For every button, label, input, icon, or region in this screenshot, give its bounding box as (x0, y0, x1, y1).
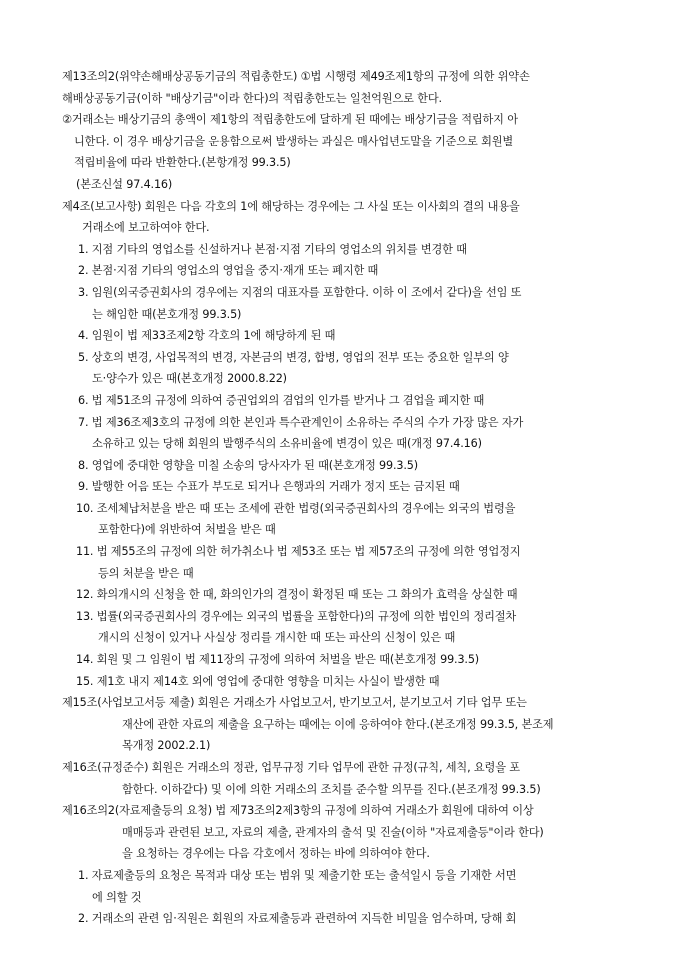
article-16-heading: 제16조(규정준수) 회원은 거래소의 정관, 업무규정 기타 업무에 관한 규정(규칙, 세칙, 요령을 포 (62, 761, 520, 774)
text-line: 을 요청하는 경우에는 다음 각호에서 정하는 바에 의하여야 한다. (122, 847, 430, 861)
list-item: 1. 자료제출등의 요청은 목적과 대상 또는 범위 및 제출기한 또는 출석일시 등을 기재한 서면 (78, 868, 517, 882)
list-item: 6. 법 제51조의 규정에 의하여 증권업외의 겸업의 인가를 받거나 그 겸업을 폐지한 때 (78, 393, 485, 407)
text-line: ②거래소는 배상기금의 총액이 제1항의 적립총한도에 달하게 된 때에는 배상기금을 적립하지 아 (62, 113, 518, 127)
list-item-cont: 소유하고 있는 당해 회원의 발행주식의 소유비율에 변경이 있은 때(개정 97.4.16) (92, 437, 482, 451)
list-item: 13. 법률(외국증권회사의 경우에는 외국의 법률을 포함한다)의 규정에 의한 법인의 정리절차 (76, 609, 517, 623)
list-item: 14. 회원 및 그 임원이 법 제11장의 규정에 의하여 처벌을 받은 때(본호개정 99.3.5) (76, 653, 480, 667)
text-line: 함한다. 이하같다) 및 이에 의한 거래소의 조치를 준수할 의무를 진다.(본조개정 99.3.5) (122, 782, 541, 796)
article-16-2-heading: 제16조의2(자료제출등의 요청) 법 제73조의2제3항의 규정에 의하여 거래소가 회원에 대하여 이상 (62, 804, 534, 818)
article-15-heading: 제15조(사업보고서등 제출) 회원은 거래소가 사업보고서, 반기보고서, 분기보고서 기타 업무 또는 (62, 696, 527, 710)
list-item: 7. 법 제36조제3호의 규정에 의한 본인과 특수관계인이 소유하는 주식의 수가 가장 많은 자가 (78, 415, 524, 429)
text-line: 해배상공동기금(이하 "배상기금"이라 한다)의 적립총한도는 일천억원으로 한다. (62, 91, 442, 105)
list-item: 3. 임원(외국증권회사의 경우에는 지점의 대표자를 포함한다. 이하 이 조에서 같다)을 선임 또 (78, 285, 522, 299)
list-item-cont: 는 해임한 때(본호개정 99.3.5) (92, 307, 242, 321)
list-item-cont: 등의 처분을 받은 때 (98, 566, 194, 580)
text-line: 매매등과 관련된 보고, 자료의 제출, 관계자의 출석 및 진술(이하 "자료제출등"이라 한다) (122, 825, 544, 839)
list-item-cont: 포함한다)에 위반하여 처벌을 받은 때 (98, 523, 276, 537)
list-item: 10. 조세체납처분을 받은 때 또는 조세에 관한 법령(외국증권회사의 경우에는 외국의 법령을 (76, 501, 516, 515)
text-line: 거래소에 보고하여야 한다. (82, 221, 210, 235)
text-line: 적립비율에 따라 반환한다.(본항개정 99.3.5) (74, 156, 291, 170)
list-item-cont: 에 의할 것 (92, 890, 142, 904)
list-item: 4. 임원이 법 제33조제2항 각호의 1에 해당하게 된 때 (78, 329, 336, 343)
list-item: 15. 제1호 내지 제14호 외에 영업에 중대한 영향을 미치는 사실이 발생한 때 (76, 674, 440, 688)
article-14-heading: 제4조(보고사항) 회원은 다음 각호의 1에 해당하는 경우에는 그 사실 또는 이사회의 결의 내용을 (62, 199, 520, 213)
regulation-text (62, 66, 622, 930)
list-item-cont: 도·양수가 있은 때(본호개정 2000.8.22) (92, 372, 287, 386)
article-13-2-heading: 제13조의2(위약손해배상공동기금의 적립총한도) ①법 시행령 제49조제1항의 규정에 의한 위약손 (62, 70, 530, 83)
text-line: 니한다. 이 경우 배상기금을 운용함으로써 발생하는 과실은 매사업년도말을 기준으로 회원별 (74, 134, 514, 148)
list-item: 11. 법 제55조의 규정에 의한 허가취소나 법 제53조 또는 법 제57조의 규정에 의한 영업정지 (76, 545, 521, 559)
list-item: 9. 발행한 어음 또는 수표가 부도로 되거나 은행과의 거래가 정지 또는 금지된 때 (78, 480, 460, 494)
text-line: 재산에 관한 자료의 제출을 요구하는 때에는 이에 응하여야 한다.(본조개정 99.3.5, 본조제 (122, 717, 554, 731)
list-item: 12. 화의개시의 신청을 한 때, 화의인가의 결정이 확정된 때 또는 그 화의가 효력을 상실한 때 (76, 588, 518, 602)
list-item: 1. 지점 기타의 영업소를 신설하거나 본점·지점 기타의 영업소의 위치를 변경한 때 (78, 242, 467, 256)
list-item: 2. 거래소의 관련 임·직원은 회원의 자료제출등과 관련하여 지득한 비밀을 엄수하며, 당해 회 (78, 912, 517, 926)
list-item-cont: 개시의 신청이 있거나 사실상 정리를 개시한 때 또는 파산의 신청이 있은 때 (98, 631, 456, 645)
amendment-note: (본조신설 97.4.16) (76, 177, 173, 191)
list-item: 8. 영업에 중대한 영향을 미칠 소송의 당사자가 된 때(본호개정 99.3.5) (78, 458, 418, 472)
list-item: 5. 상호의 변경, 사업목적의 변경, 자본금의 변경, 합병, 영업의 전부 또는 중요한 일부의 양 (78, 350, 509, 364)
text-line: 목개정 2002.2.1) (122, 739, 211, 753)
list-item: 2. 본점·지점 기타의 영업소의 영업을 중지·재개 또는 폐지한 때 (78, 264, 379, 278)
